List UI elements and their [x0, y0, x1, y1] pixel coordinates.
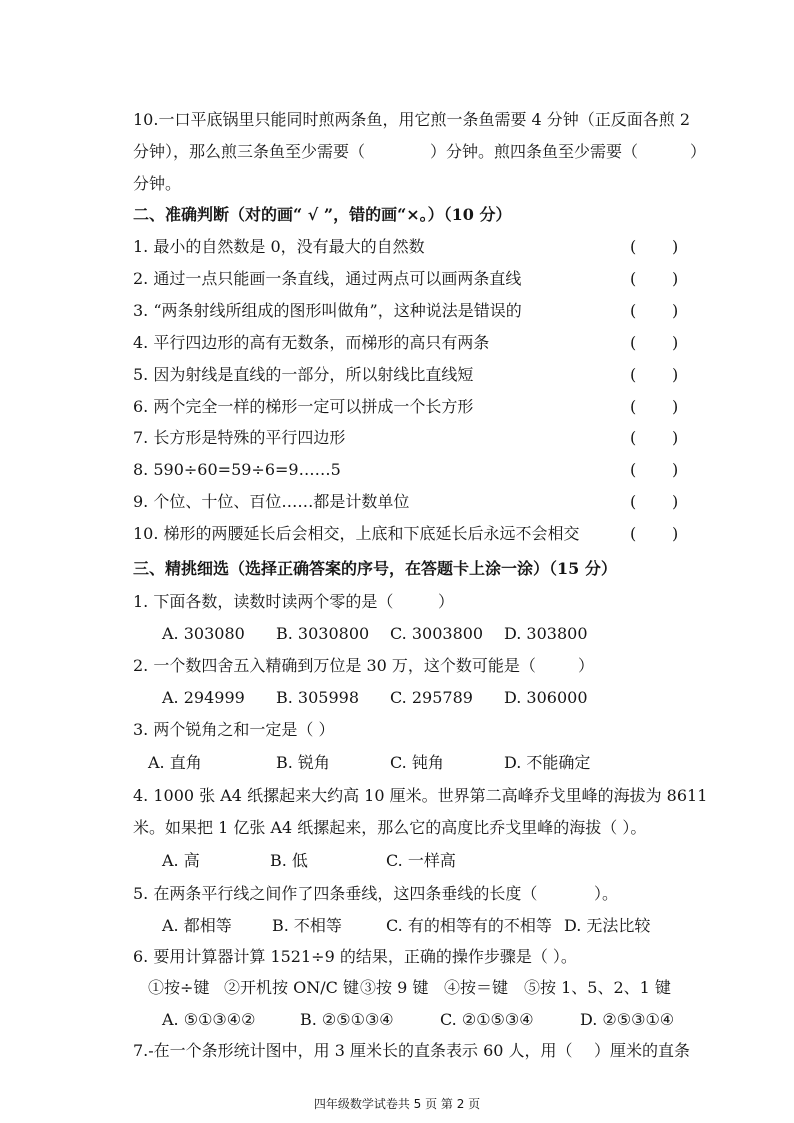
- s3-q6-options: [0, 1004, 794, 1036]
- answer-paren-close[interactable]: ): [672, 428, 679, 447]
- s3-q6-option-c[interactable]: C. ②①⑤③④: [440, 1010, 534, 1029]
- s3-q6-step-5: ⑤按 1、5、2、1 键: [524, 978, 671, 997]
- s3-q2-option-a[interactable]: A. 294999: [162, 688, 245, 707]
- judge-item: [0, 454, 794, 486]
- s3-q6-stem-text: 6. 要用计算器计算 1521÷9 的结果，正确的操作步骤是（ ）。: [133, 947, 577, 966]
- s3-q6-option-b[interactable]: B. ②⑤①③④: [300, 1010, 394, 1029]
- page-footer: 四年级数学试卷共 5 页 第 2 页: [313, 1097, 481, 1111]
- answer-paren-open[interactable]: (: [630, 269, 637, 288]
- answer-paren-open[interactable]: (: [630, 237, 637, 256]
- judge-item-text: 10. 梯形的两腰延长后会相交，上底和下底延长后永远不会相交: [133, 524, 580, 543]
- s3-q6-steps: [0, 972, 794, 1004]
- q10-line-3: [0, 168, 794, 200]
- s3-q2-options: [0, 682, 794, 714]
- s3-q6-step-3: ③按 9 键: [360, 978, 429, 997]
- s3-q6-option-a[interactable]: A. ⑤①③④②: [162, 1010, 256, 1029]
- answer-paren-close[interactable]: ): [672, 524, 679, 543]
- s3-q4-text-2: 米。如果把 1 亿张 A4 纸摞起来，那么它的高度比乔戈里峰的海拔（ ）。: [133, 818, 647, 837]
- q10-text-2b: ）分钟。煎四条鱼至少需要（: [430, 142, 639, 161]
- s3-q4-options: [0, 845, 794, 877]
- judge-item: [0, 263, 794, 295]
- q10-text-2c: ）: [690, 142, 707, 161]
- s3-q2-option-b[interactable]: B. 305998: [276, 688, 360, 707]
- s3-q4-option-b[interactable]: B. 低: [270, 851, 308, 870]
- section-3-title-text: 三、精挑细选（选择正确答案的序号，在答题卡上涂一涂）（15 分）: [133, 559, 617, 578]
- answer-paren-open[interactable]: (: [630, 365, 637, 384]
- s3-q7-stem-close: ）厘米的直条: [594, 1041, 691, 1060]
- judge-item: [0, 486, 794, 518]
- judge-item: [0, 231, 794, 263]
- s3-q1-option-d[interactable]: D. 303800: [504, 624, 588, 643]
- section-3-title: [0, 553, 794, 585]
- answer-paren-open[interactable]: (: [630, 301, 637, 320]
- s3-q3-stem: [0, 714, 794, 746]
- s3-q2-option-c[interactable]: C. 295789: [390, 688, 473, 707]
- q10-line-1: [0, 104, 794, 136]
- s3-q1-option-c[interactable]: C. 3003800: [390, 624, 484, 643]
- answer-paren-open[interactable]: (: [630, 333, 637, 352]
- answer-paren-close[interactable]: ): [672, 237, 679, 256]
- judge-item-text: 4. 平行四边形的高有无数条，而梯形的高只有两条: [133, 333, 490, 352]
- judge-item: [0, 359, 794, 391]
- s3-q6-step-2: ②开机按 ON/C 键: [224, 978, 359, 997]
- s3-q4-option-a[interactable]: A. 高: [162, 851, 200, 870]
- s3-q6-option-d[interactable]: D. ②⑤③①④: [580, 1010, 675, 1029]
- judge-item-text: 6. 两个完全一样的梯形一定可以拼成一个长方形: [133, 397, 474, 416]
- s3-q5-stem-close: ）。: [594, 884, 619, 903]
- judge-item-text: 1. 最小的自然数是 0，没有最大的自然数: [133, 237, 425, 256]
- judge-item-text: 5. 因为射线是直线的一部分，所以射线比直线短: [133, 365, 474, 384]
- s3-q1-option-a[interactable]: A. 303080: [162, 624, 245, 643]
- judge-item-text: 8. 590÷60=59÷6=9……5: [133, 460, 341, 479]
- answer-paren-open[interactable]: (: [630, 397, 637, 416]
- s3-q3-option-d[interactable]: D. 不能确定: [504, 753, 591, 772]
- answer-paren-open[interactable]: (: [630, 492, 637, 511]
- answer-paren-close[interactable]: ): [672, 397, 679, 416]
- s3-q3-option-b[interactable]: B. 锐角: [276, 753, 330, 772]
- s3-q1-stem: [0, 586, 794, 618]
- s3-q5-stem-text: 5. 在两条平行线之间作了四条垂线，这四条垂线的长度（: [133, 884, 538, 903]
- s3-q2-stem-text: 2. 一个数四舍五入精确到万位是 30 万，这个数可能是（: [133, 656, 536, 675]
- s3-q5-option-c[interactable]: C. 有的相等有的不相等: [386, 916, 552, 935]
- answer-paren-close[interactable]: ): [672, 301, 679, 320]
- judge-item: [0, 327, 794, 359]
- s3-q3-option-a[interactable]: A. 直角: [148, 753, 202, 772]
- s3-q7-stem: [0, 1035, 794, 1067]
- answer-paren-close[interactable]: ): [672, 492, 679, 511]
- section-2-title-text: 二、准确判断（对的画“ √ ”，错的画“×。）（10 分）: [133, 205, 512, 224]
- s3-q5-stem: [0, 878, 794, 910]
- s3-q1-stem-close: ）: [438, 592, 455, 611]
- s3-q6-stem: [0, 941, 794, 973]
- section-2-title: [0, 199, 794, 231]
- answer-paren-close[interactable]: ): [672, 460, 679, 479]
- s3-q1-stem-text: 1. 下面各数，读数时读两个零的是（: [133, 592, 394, 611]
- s3-q5-option-b[interactable]: B. 不相等: [272, 916, 342, 935]
- s3-q3-options: [0, 747, 794, 779]
- q10-line-2: [0, 136, 794, 168]
- s3-q6-step-1: ①按÷键: [148, 978, 210, 997]
- judge-item: [0, 295, 794, 327]
- answer-paren-close[interactable]: ): [672, 269, 679, 288]
- s3-q4-option-c[interactable]: C. 一样高: [386, 851, 456, 870]
- judge-item: [0, 391, 794, 423]
- s3-q3-stem-text: 3. 两个锐角之和一定是（ ）: [133, 720, 335, 739]
- s3-q3-option-c[interactable]: C. 钝角: [390, 753, 444, 772]
- s3-q2-option-d[interactable]: D. 306000: [504, 688, 588, 707]
- answer-paren-open[interactable]: (: [630, 524, 637, 543]
- s3-q5-options: [0, 910, 794, 942]
- judge-item-text: 9. 个位、十位、百位……都是计数单位: [133, 492, 410, 511]
- s3-q5-option-d[interactable]: D. 无法比较: [564, 916, 651, 935]
- judge-item-text: 2. 通过一点只能画一条直线，通过两点可以画两条直线: [133, 269, 522, 288]
- q10-text-2a: 分钟），那么煎三条鱼至少需要（: [133, 142, 366, 161]
- s3-q7-stem-text: 7.-在一个条形统计图中，用 3 厘米长的直条表示 60 人，用（: [133, 1041, 573, 1060]
- s3-q4-line-2: [0, 812, 794, 844]
- s3-q1-option-b[interactable]: B. 3030800: [276, 624, 370, 643]
- s3-q1-options: [0, 618, 794, 650]
- s3-q2-stem-close: ）: [578, 656, 595, 675]
- judge-item-text: 7. 长方形是特殊的平行四边形: [133, 428, 346, 447]
- answer-paren-close[interactable]: ): [672, 333, 679, 352]
- s3-q4-text-1: 4. 1000 张 A4 纸摞起来大约高 10 厘米。世界第二高峰乔戈里峰的海拔为 8611: [133, 786, 708, 805]
- answer-paren-close[interactable]: ): [672, 365, 679, 384]
- judge-item-text: 3. “两条射线所组成的图形叫做角”，这种说法是错误的: [133, 301, 522, 320]
- s3-q2-stem: [0, 650, 794, 682]
- judge-item: [0, 422, 794, 454]
- s3-q6-step-4: ④按＝键: [444, 978, 509, 997]
- answer-paren-open[interactable]: (: [630, 428, 637, 447]
- s3-q4-line-1: [0, 780, 794, 812]
- judge-item: [0, 518, 794, 550]
- answer-paren-open[interactable]: (: [630, 460, 637, 479]
- q10-text-3: 分钟。: [133, 174, 182, 193]
- s3-q5-option-a[interactable]: A. 都相等: [162, 916, 232, 935]
- q10-text-1: 10.一口平底锅里只能同时煎两条鱼，用它煎一条鱼需要 4 分钟（正反面各煎 2: [133, 110, 691, 129]
